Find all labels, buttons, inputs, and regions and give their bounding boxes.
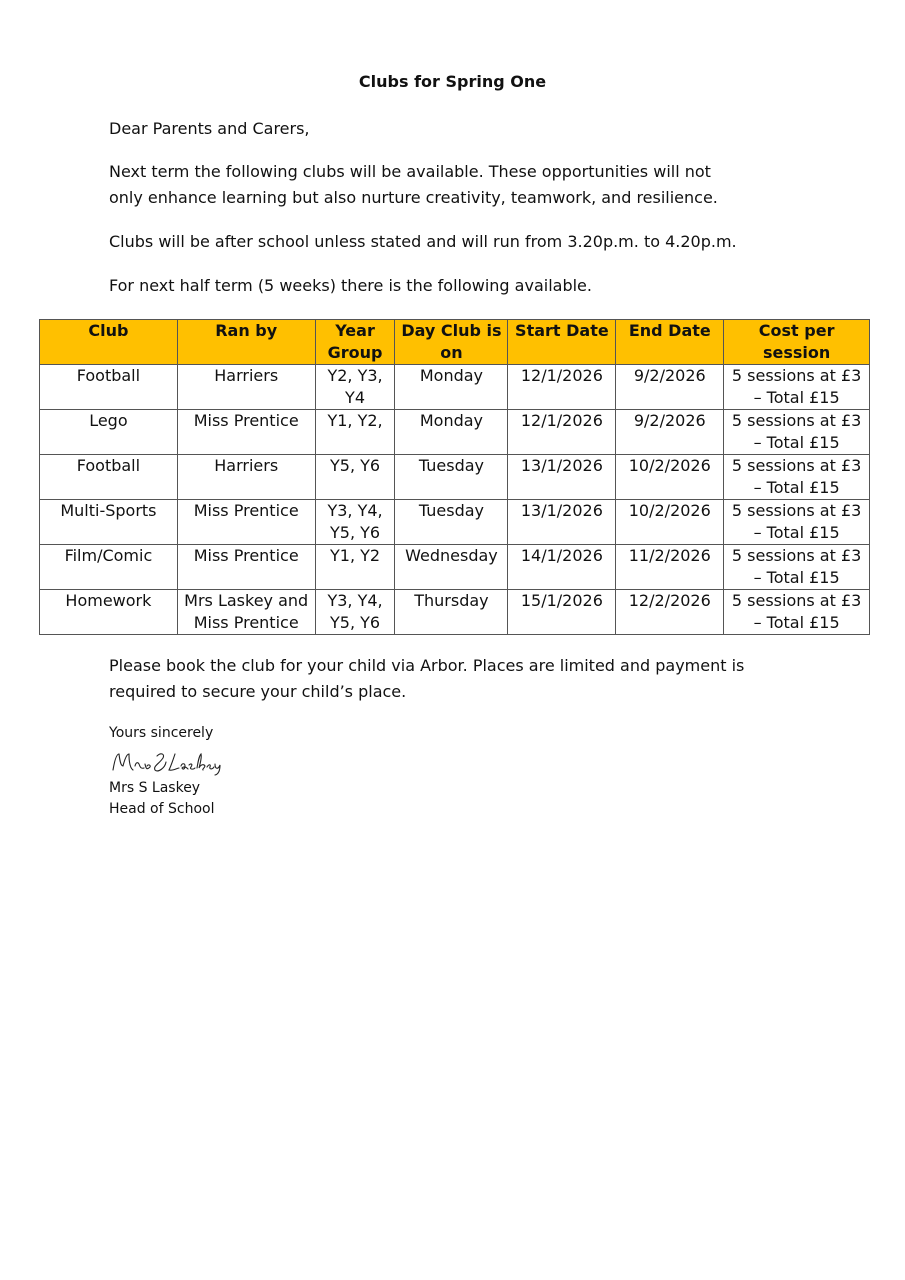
- table-row: [40, 545, 870, 590]
- table-cell: 11/2/2026: [616, 545, 724, 590]
- table-cell: Multi-Sports: [40, 500, 178, 545]
- table-cell: 12/1/2026: [508, 365, 616, 410]
- table-cell: Harriers: [177, 365, 315, 410]
- table-row: [40, 590, 870, 635]
- table-cell: Y3, Y4, Y5, Y6: [315, 590, 395, 635]
- closing-text: Yours sincerely: [109, 725, 214, 741]
- table-cell: Y1, Y2: [315, 545, 395, 590]
- table-cell: 5 sessions at £3 – Total £15: [724, 500, 870, 545]
- table-cell: 12/1/2026: [508, 410, 616, 455]
- table-row: [40, 365, 870, 410]
- table-cell: Harriers: [177, 455, 315, 500]
- letter-title: Clubs for Spring One: [358, 72, 547, 91]
- clubs-table: [39, 319, 870, 635]
- timing-paragraph: Clubs will be after school unless stated and will run from 3.20p.m. to 4.20p.m.: [109, 232, 737, 251]
- table-cell: Monday: [395, 410, 508, 455]
- table-cell: 15/1/2026: [508, 590, 616, 635]
- column-header: Cost per session: [724, 320, 870, 365]
- table-cell: 5 sessions at £3 – Total £15: [724, 455, 870, 500]
- table-cell: Y5, Y6: [315, 455, 395, 500]
- table-cell: 5 sessions at £3 – Total £15: [724, 365, 870, 410]
- table-cell: Y2, Y3, Y4: [315, 365, 395, 410]
- table-cell: Film/Comic: [40, 545, 178, 590]
- table-cell: Miss Prentice: [177, 500, 315, 545]
- table-cell: 5 sessions at £3 – Total £15: [724, 410, 870, 455]
- table-cell: Homework: [40, 590, 178, 635]
- table-cell: Football: [40, 455, 178, 500]
- table-cell: 14/1/2026: [508, 545, 616, 590]
- column-header: End Date: [616, 320, 724, 365]
- table-cell: 9/2/2026: [616, 410, 724, 455]
- column-header: Day Club is on: [395, 320, 508, 365]
- table-cell: 12/2/2026: [616, 590, 724, 635]
- table-cell: 13/1/2026: [508, 455, 616, 500]
- table-cell: Monday: [395, 365, 508, 410]
- table-cell: Tuesday: [395, 455, 508, 500]
- column-header: Year Group: [315, 320, 395, 365]
- table-cell: Thursday: [395, 590, 508, 635]
- table-row: [40, 500, 870, 545]
- table-row: [40, 410, 870, 455]
- table-cell: 13/1/2026: [508, 500, 616, 545]
- table-cell: Wednesday: [395, 545, 508, 590]
- table-cell: Y3, Y4, Y5, Y6: [315, 500, 395, 545]
- table-cell: 10/2/2026: [616, 500, 724, 545]
- signature-image: [111, 748, 231, 776]
- intro-paragraph: Next term the following clubs will be available. These opportunities will not only enhance learning but also nurture creativity, teamwork, and resilience.: [109, 162, 718, 207]
- column-header: Club: [40, 320, 178, 365]
- table-cell: Mrs Laskey and Miss Prentice: [177, 590, 315, 635]
- availability-paragraph: For next half term (5 weeks) there is the following available.: [109, 276, 592, 295]
- table-row: [40, 455, 870, 500]
- greeting: Dear Parents and Carers,: [109, 119, 310, 138]
- table-cell: Football: [40, 365, 178, 410]
- column-header: Ran by: [177, 320, 315, 365]
- column-header: Start Date: [508, 320, 616, 365]
- table-header-row: [40, 320, 870, 365]
- table-cell: Miss Prentice: [177, 410, 315, 455]
- signer-role: Head of School: [109, 801, 215, 817]
- table-cell: Tuesday: [395, 500, 508, 545]
- signer-name: Mrs S Laskey: [109, 780, 201, 796]
- table-cell: Y1, Y2,: [315, 410, 395, 455]
- table-cell: 9/2/2026: [616, 365, 724, 410]
- table-cell: 10/2/2026: [616, 455, 724, 500]
- table-cell: Lego: [40, 410, 178, 455]
- table-cell: 5 sessions at £3 – Total £15: [724, 545, 870, 590]
- table-cell: Miss Prentice: [177, 545, 315, 590]
- booking-paragraph: Please book the club for your child via Arbor. Places are limited and payment is required to secure your child’s place.: [109, 656, 745, 701]
- table-cell: 5 sessions at £3 – Total £15: [724, 590, 870, 635]
